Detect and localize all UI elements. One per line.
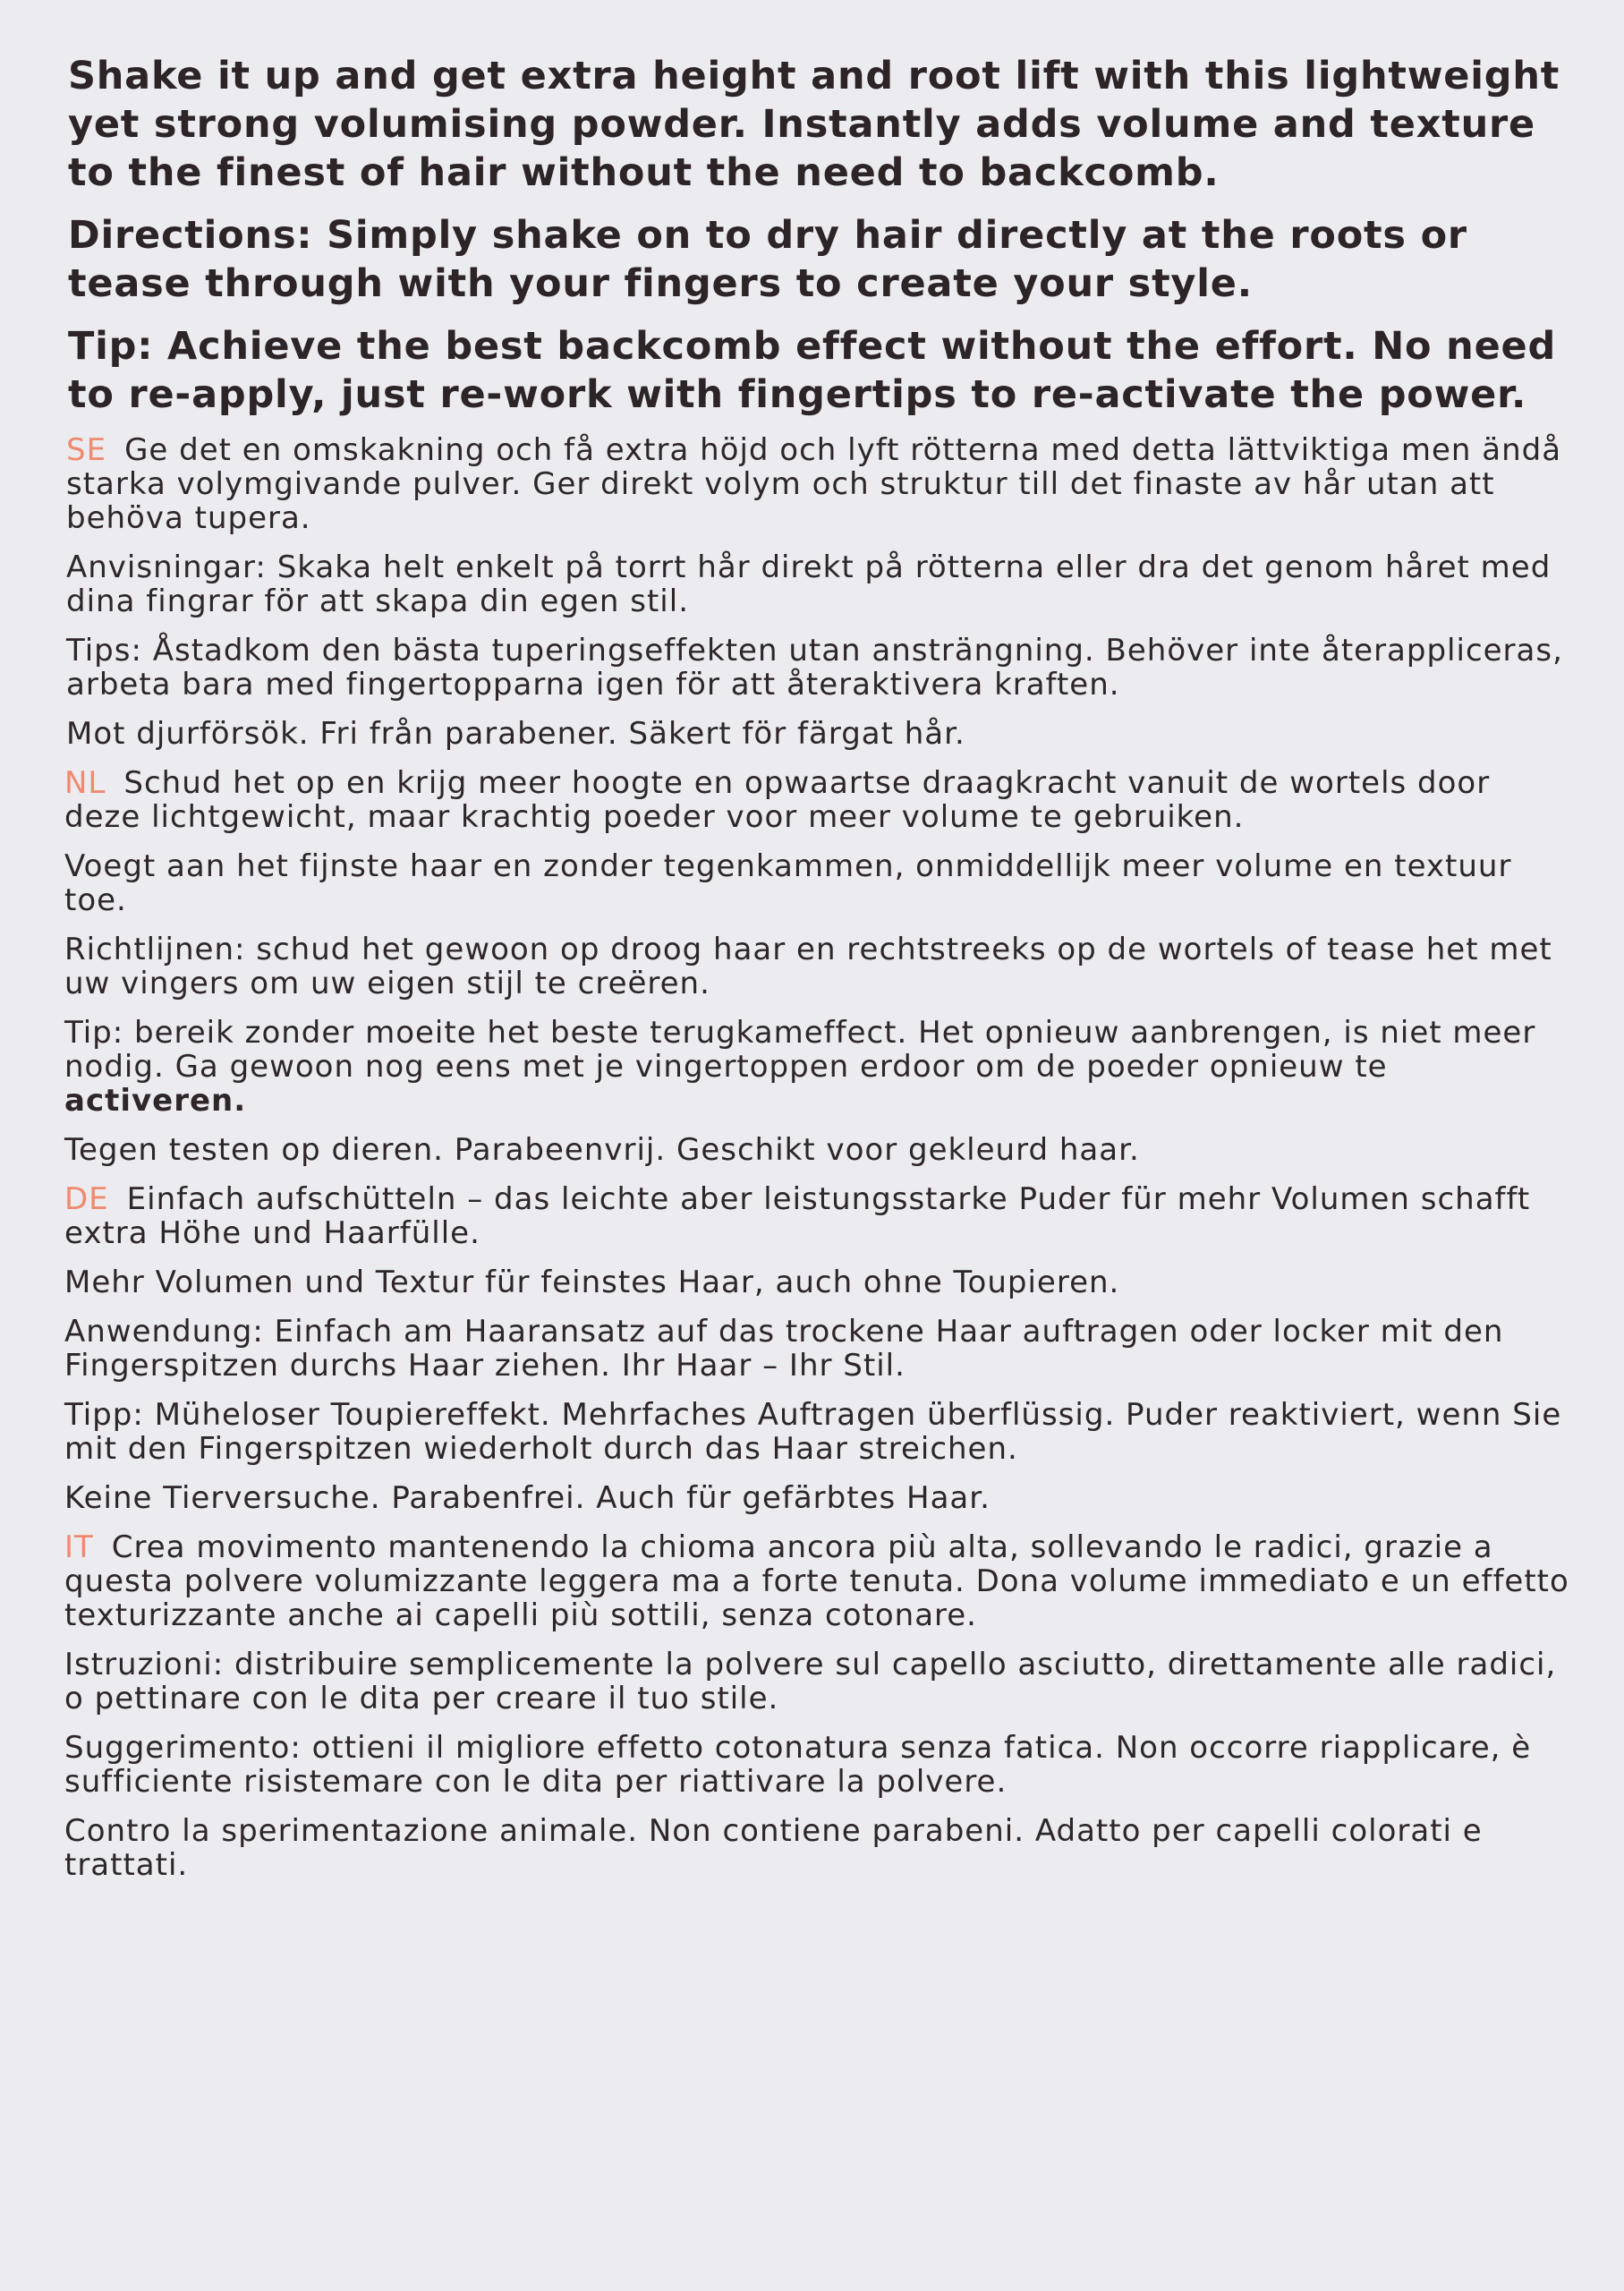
dutch-tip-text: Tip: bereik zonder moeite het beste terugkameffect. Het opnieuw aanbrengen, is niet meer nodig. Ga gewoon nog eens met je vingertoppen erdoor om de poeder opnieuw te	[64, 1015, 1536, 1085]
english-directions: Directions: Simply shake on to dry hair directly at the roots or tease through with your fingers to create your style.	[68, 213, 1467, 306]
german-paragraph-1	[64, 1182, 1570, 1250]
german-section	[64, 1182, 1570, 1515]
language-code-nl: NL	[64, 765, 106, 801]
language-code-it: IT	[64, 1529, 94, 1565]
dutch-intro-text: Schud het op en krijg meer hoogte en opwaartse draagkracht vanuit de wortels door deze lichtgewicht, maar krachtig poeder voor meer volume te gebruiken.	[64, 765, 1491, 835]
dutch-paragraph-1	[64, 766, 1570, 834]
italian-section	[64, 1530, 1570, 1882]
italian-intro-text: Crea movimento mantenendo la chioma ancora più alta, sollevando le radici, grazie a questa polvere volumizzante leggera ma a forte tenuta. Dona volume immediato e un effetto texturizzante anche ai capelli più sottili, senza cotonare.	[64, 1529, 1569, 1633]
german-paragraph-4: Tipp: Müheloser Toupiereffekt. Mehrfaches Auftragen überflüssig. Puder reaktiviert, wenn Sie mit den Fingerspitzen wiederholt durch das Haar streichen.	[64, 1397, 1562, 1467]
italian-paragraph-4: Contro la sperimentazione animale. Non contiene parabeni. Adatto per capelli colorati e trattati.	[64, 1813, 1483, 1883]
english-section	[64, 52, 1570, 419]
language-code-de: DE	[64, 1181, 109, 1217]
italian-paragraph-3: Suggerimento: ottieni il migliore effetto cotonatura senza fatica. Non occorre riapplicare, è sufficiente risistemare con le dita per riattivare la polvere.	[64, 1730, 1532, 1800]
german-paragraph-5: Keine Tierversuche. Parabenfrei. Auch für gefärbtes Haar.	[64, 1480, 991, 1516]
dutch-paragraph-2: Voegt aan het fijnste haar en zonder tegenkammen, onmiddellijk meer volume en textuur toe.	[64, 848, 1512, 918]
swedish-paragraph-4: Mot djurförsök. Fri från parabener. Säkert för färgat hår.	[66, 716, 965, 752]
english-intro: Shake it up and get extra height and root lift with this lightweight yet strong volumising powder. Instantly adds volume and texture to the finest of hair without the need to backcomb.	[68, 54, 1560, 195]
swedish-paragraph-1	[66, 433, 1570, 535]
dutch-tip-bold-word: activeren.	[64, 1083, 247, 1119]
dutch-section	[64, 766, 1570, 1167]
italian-paragraph-2: Istruzioni: distribuire semplicemente la polvere sul capello asciutto, direttamente alle radici, o pettinare con le dita per creare il tuo stile.	[64, 1647, 1557, 1716]
swedish-intro-text: Ge det en omskakning och få extra höjd och lyft rötterna med detta lättviktiga men ändå starka volymgivande pulver. Ger direkt volym och struktur till det finaste av hår utan att behöva tupera.	[66, 432, 1562, 536]
dutch-paragraph-3: Richtlijnen: schud het gewoon op droog haar en rechtstreeks op de wortels of tease het met uw vingers om uw eigen stijl te creëren.	[64, 932, 1552, 1001]
swedish-paragraph-2: Anvisningar: Skaka helt enkelt på torrt hår direkt på rötterna eller dra det genom håret med dina fingrar för att skapa din egen stil.	[66, 549, 1552, 619]
language-code-se: SE	[66, 432, 107, 468]
swedish-paragraph-3: Tips: Åstadkom den bästa tuperingseffekten utan ansträngning. Behöver inte återappliceras, arbeta bara med fingertopparna igen för att återaktivera kraften.	[66, 633, 1563, 703]
italian-paragraph-1	[64, 1530, 1570, 1632]
english-tip: Tip: Achieve the best backcomb effect without the effort. No need to re-apply, just re-work with fingertips to re-activate the power.	[68, 324, 1557, 417]
german-paragraph-3: Anwendung: Einfach am Haaransatz auf das trockene Haar auftragen oder locker mit den Fingerspitzen durchs Haar ziehen. Ihr Haar – Ihr Stil.	[64, 1314, 1504, 1384]
german-intro-text: Einfach aufschütteln – das leichte aber leistungsstarke Puder für mehr Volumen schafft extra Höhe und Haarfülle.	[64, 1181, 1531, 1251]
dutch-paragraph-5: Tegen testen op dieren. Parabeenvrij. Geschikt voor gekleurd haar.	[64, 1132, 1140, 1168]
swedish-section	[64, 433, 1570, 751]
german-paragraph-2: Mehr Volumen und Textur für feinstes Haar, auch ohne Toupieren.	[64, 1265, 1120, 1300]
dutch-paragraph-4	[64, 1016, 1570, 1118]
